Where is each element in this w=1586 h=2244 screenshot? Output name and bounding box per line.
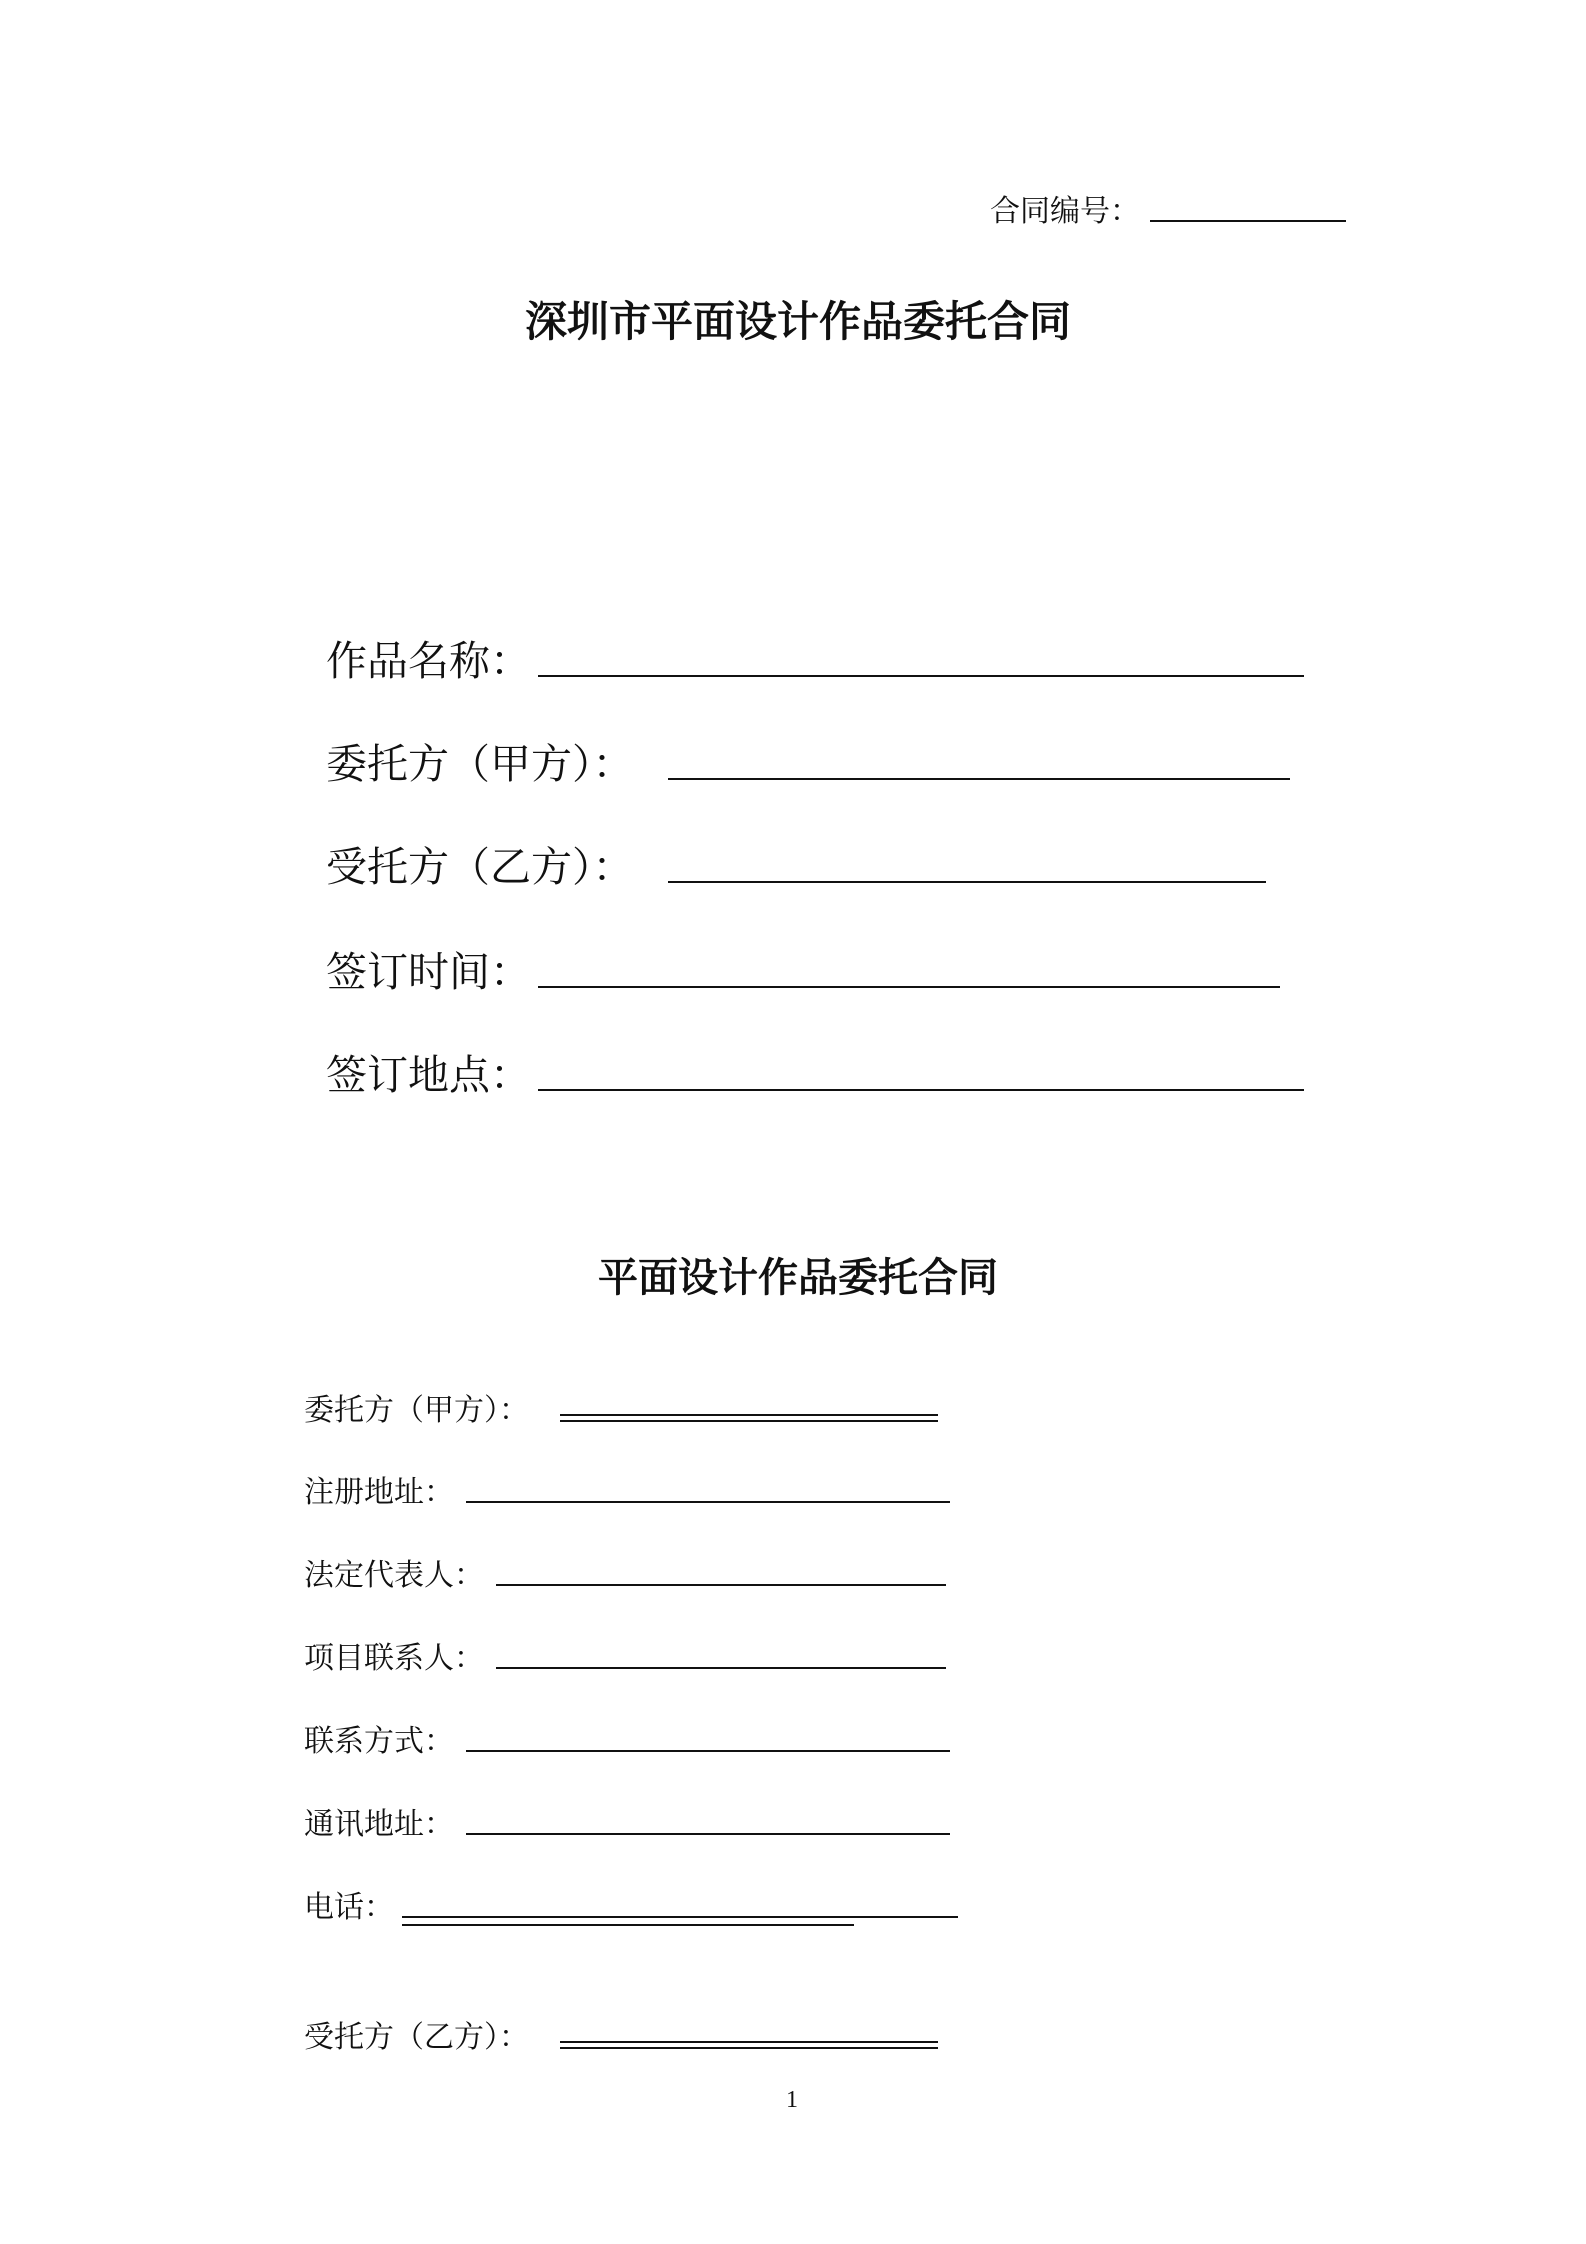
- party-a-phone-label: 电话：: [304, 1890, 394, 1925]
- party-a-name-blank: [560, 1414, 938, 1422]
- cover-field-sign-date-label: 签订时间：: [326, 948, 531, 996]
- party-a-legal-rep-blank: [496, 1584, 946, 1586]
- party-a-registered-address-blank: [466, 1501, 950, 1503]
- party-b-name-blank: [560, 2041, 938, 2049]
- party-a-phone-blank: [402, 1916, 958, 1918]
- page-number: 1: [786, 2087, 798, 2113]
- party-b-heading: 受托方（乙方）：: [304, 2020, 529, 2055]
- cover-field-party-b-blank: [668, 881, 1266, 883]
- cover-field-sign-place-blank: [538, 1089, 1304, 1091]
- cover-field-sign-date-blank: [538, 986, 1280, 988]
- cover-field-sign-place-label: 签订地点：: [326, 1051, 531, 1099]
- contract-number-label: 合同编号：: [990, 194, 1140, 229]
- cover-field-work-name-blank: [538, 675, 1304, 677]
- party-a-contact-method-blank: [466, 1750, 950, 1752]
- party-a-registered-address-label: 注册地址：: [304, 1475, 454, 1510]
- cover-field-party-b-label: 受托方（乙方）：: [326, 843, 634, 891]
- party-a-contact-method-label: 联系方式：: [304, 1724, 454, 1759]
- cover-field-work-name-label: 作品名称：: [326, 637, 531, 685]
- party-a-legal-rep-label: 法定代表人：: [304, 1558, 484, 1593]
- section-title: 平面设计作品委托合同: [598, 1255, 998, 1301]
- cover-field-party-a-label: 委托方（甲方）：: [326, 740, 634, 788]
- party-a-phone-blank-underline: [402, 1924, 854, 1926]
- contract-number-blank: [1150, 220, 1346, 222]
- party-a-mailing-address-blank: [466, 1833, 950, 1835]
- cover-field-party-a-blank: [668, 778, 1290, 780]
- party-a-mailing-address-label: 通讯地址：: [304, 1807, 454, 1842]
- party-a-heading: 委托方（甲方）：: [304, 1393, 529, 1428]
- document-title: 深圳市平面设计作品委托合同: [524, 297, 1071, 346]
- party-a-project-contact-blank: [496, 1667, 946, 1669]
- party-a-project-contact-label: 项目联系人：: [304, 1641, 484, 1676]
